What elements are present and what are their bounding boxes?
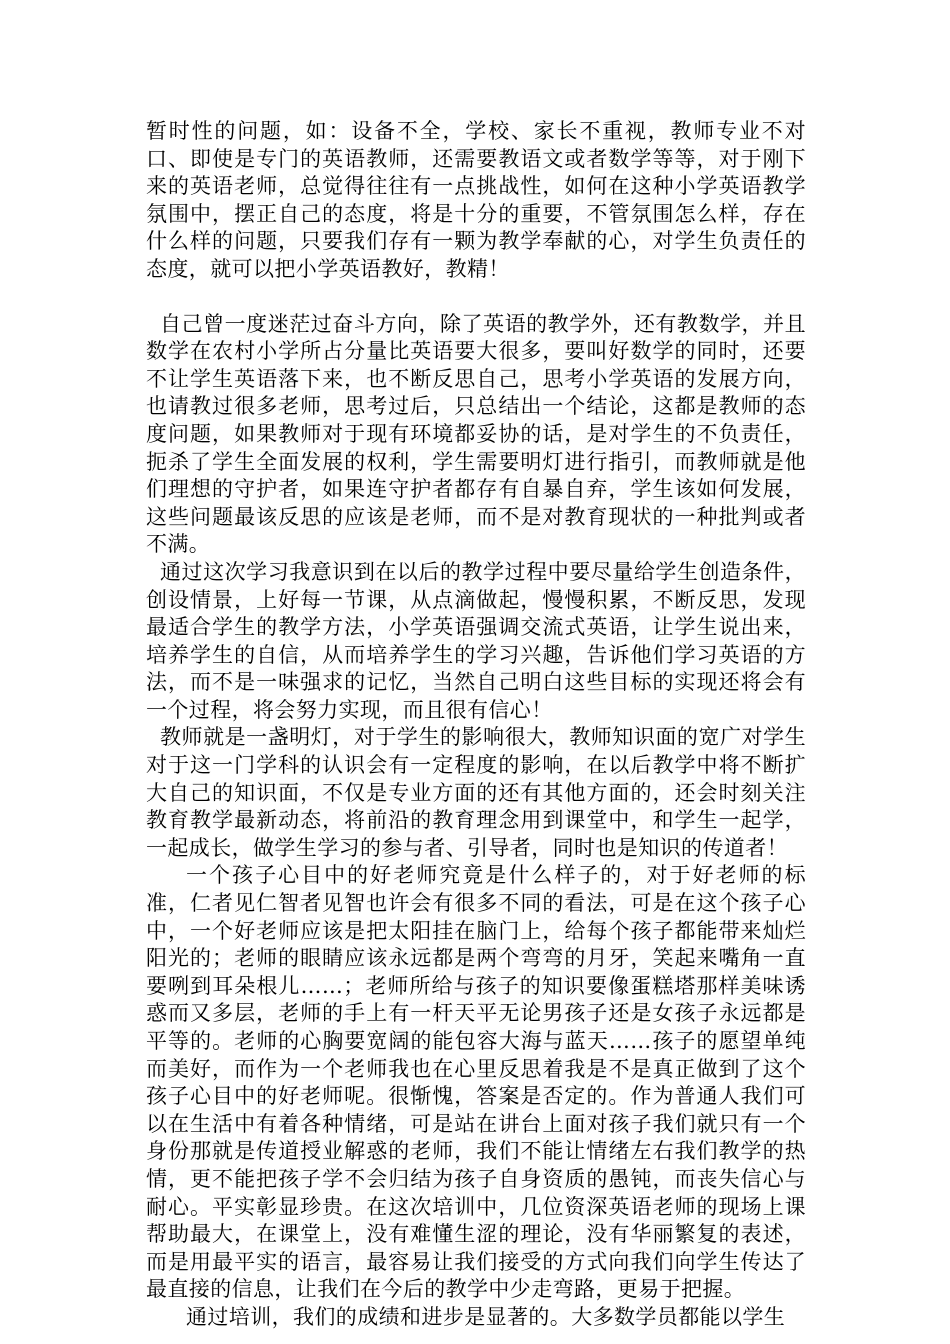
- paragraph-3: 通过这次学习我意识到在以后的教学过程中要尽量给学生创造条件，创设情景，上好每一节课，从点滴做起，慢慢积累，不断反思，发现最适合学生的教学方法，小学英语强调交流式英语，让学生说出来，培养学生的自信，从而培养学生的学习兴趣，告诉他们学习英语的方法，而不是一味强求的记忆，当然自己明白这些目标的实现还将会有一个过程，将会努力实现，而且很有信心！: [146, 559, 806, 722]
- document-page: [146, 118, 806, 1332]
- paragraph-1: 暂时性的问题，如：设备不全，学校、家长不重视，教师专业不对口、即使是专门的英语教师，还需要教语文或者数学等等，对于刚下来的英语老师，总觉得往往有一点挑战性，如何在这种小学英语教学氛围中，摆正自己的态度，将是十分的重要，不管氛围怎么样，存在什么样的问题，只要我们存有一颗为教学奉献的心，对学生负责任的态度，就可以把小学英语教好，教精！: [146, 119, 806, 281]
- paragraph-gap: [146, 284, 806, 311]
- paragraph-2: 自己曾一度迷茫过奋斗方向，除了英语的教学外，还有教数学，并且数学在农村小学所占分量比英语要大很多，要叫好数学的同时，还要不让学生英语落下来，也不断反思自己，思考小学英语的发展方向，也请教过很多老师，思考过后，只总结出一个结论，这都是教师的态度问题，如果教师对于现有环境都妥协的话，是对学生的不负责任，扼杀了学生全面发展的权利，学生需要明灯进行指引，而教师就是他们理想的守护者，如果连守护者都存有自暴自弃，学生该如何发展，这些问题最该反思的应该是老师，而不是对教育现状的一种批判或者不满。: [146, 311, 806, 557]
- paragraph-4: 教师就是一盏明灯，对于学生的影响很大，教师知识面的宽广对学生对于这一门学科的认识会有一定程度的影响，在以后教学中将不断扩大自己的知识面，不仅是专业方面的还有其他方面的，还会时刻关注教育教学最新动态，将前沿的教育理念用到课堂中，和学生一起学，一起成长，做学生学习的参与者、引导者，同时也是知识的传道者！: [146, 725, 806, 860]
- paragraph-5: 一个孩子心目中的好老师究竟是什么样子的，对于好老师的标准，仁者见仁智者见智也许会有很多不同的看法，可是在这个孩子心中，一个好老师应该是把太阳挂在脑门上，给每个孩子都能带来灿烂阳光的；老师的眼睛应该永远都是两个弯弯的月牙，笑起来嘴角一直要咧到耳朵根儿……；老师所给与孩子的知识要像蛋糕塔那样美味诱惑而又多层，老师的手上有一杆天平无论男孩子还是女孩子永远都是平等的。老师的心胸要宽阔的能包容大海与蓝天……孩子的愿望单纯而美好，而作为一个老师我也在心里反思着我是不是真正做到了这个孩子心目中的好老师呢。很惭愧，答案是否定的。作为普通人我们可以在生活中有着各种情绪，可是站在讲台上面对孩子我们就只有一个身份那就是传道授业解惑的老师，我们不能让情绪左右我们教学的热情，更不能把孩子学不会归结为孩子自身资质的愚钝，而丧失信心与耐心。平实彰显珍贵。在这次培训中，几位资深英语老师的现场上课帮助最大，在课堂上，没有难懂生涩的理论，没有华丽繁复的表述，而是用最平实的语言，最容易让我们接受的方式向我们向学生传达了最直接的信息，让我们在今后的教学中少走弯路，更易于把握。: [146, 863, 806, 1302]
- paragraph-6: 通过培训，我们的成绩和进步是显著的。大多数学员都能以学生: [186, 1304, 786, 1329]
